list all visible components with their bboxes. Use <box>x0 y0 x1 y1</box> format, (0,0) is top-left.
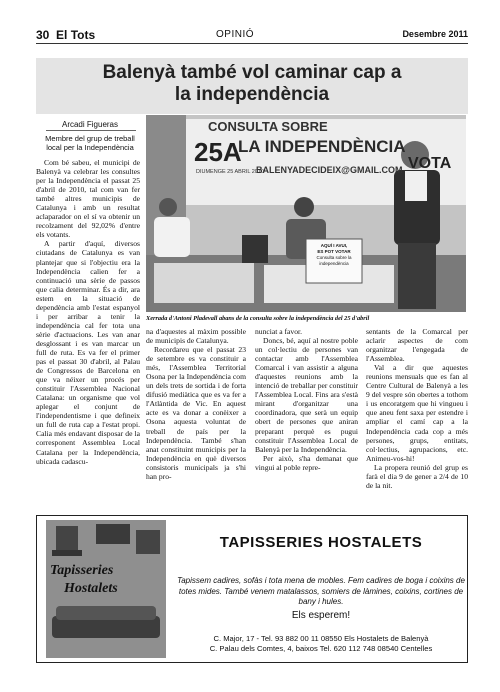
ad-logo-image <box>46 520 166 658</box>
paragraph: Recordareu que el passat 23 de setembre es va constituir a més, l'Assemblea Territorial Osona per la Independència com un dels trets de sortida i de forta difusió mediàtica que es va fer a l'Atlàntida de Vic. En aquest acte es va donar a conèixer a Osona aquesta voluntat de treball de país per la Independència. També s'han anat constituint municipis per la Independència en què diversos consistoris municipals ja s'hi han pro- <box>146 345 246 481</box>
page-number: 30 <box>36 28 50 42</box>
section-label: OPINIÓ <box>216 29 255 40</box>
paragraph: Com bé sabeu, el municipi de Balenyà va celebrar les consultes per la Independència el passat 25 d'abril de 2010, tal com van fer també altres municipis de Catalunya i amb un resultat aclaparador on el sí va obtenir un recolzament del 92,02% d'entre els votants. <box>36 158 140 240</box>
article-title: Balenyà també vol caminar cap a la independència <box>102 62 402 105</box>
author-role: Membre del grup de treball local per la Independència <box>45 134 135 152</box>
article-column-4 <box>366 327 468 490</box>
ad-address-line: C. Major, 17 - Tel. 93 882 00 11 08550 Els Hostalets de Balenyà <box>213 634 429 643</box>
article-column-3 <box>255 327 358 472</box>
banner-email: BALENYADECIDEIX@GMAIL.COM <box>256 165 403 175</box>
banner-date: DIUMENGE 25 ABRIL 2010 <box>196 169 264 175</box>
article-photo <box>146 115 466 312</box>
paragraph: Doncs, bé, aquí al nostre poble un col·lectiu de persones van contactar amb l'Assemblea Comarcal i van assistir a alguna d'aquestes reunions amb la intenció de treballar per constituir l'Assemblea Local. Fins ara s'està mirant d'organitzar una coordinadora, que serà un equip obert de persones que aniran preparant perquè es pugui constituir l'Assemblea Local de Balenyà per la Independència. <box>255 336 358 454</box>
paragraph: Val a dir que aquestes reunions mensuals que es fan al Centre Cultural de Balenyà a les 9 del vespre són obertes a tothom i us encoratgem que hi vingueu i que aneu fent saxa per estendre i ampliar el camí cap a la Independència cada cop a més persones, grups, entitats, col·lectius, agrupacions, etc. Animeu-vos-hi! <box>366 363 468 463</box>
logo-line: Tapisseries <box>50 563 114 578</box>
sign-line: ES POT VOTAR <box>317 249 351 254</box>
banner-text-top: CONSULTA SOBRE <box>208 119 328 134</box>
sign-line: AQUÍ I AVUI, <box>320 243 348 248</box>
paragraph: na d'aquestes al màxim possible de municipis de Catalunya. <box>146 327 246 346</box>
article-column-2 <box>146 327 246 481</box>
sign-line: Consulta sobre la independència <box>316 255 352 266</box>
issue-date: Desembre 2011 <box>402 29 468 39</box>
paragraph: A partir d'aquí, diversos ciutadans de Catalunya es van plantejar que si l'objectiu era la Independència calien fer a continuació una sèrie de passos que calia determinar. És a dir, ara estem en la situació de dependència amb l'estat espanyol i per arribar a tenir la independència cal fer tota una sèrie d'actuacions. Les van anar desglossant i es van marcar un full de ruta. Es va fer el primer pas el passat 30 d'abril, al Palau de Congressos de Barcelona en que va néixer un procés per constituir l'Assemblea Nacional Catalana: un organisme que vol aplegar el conjunt de l'independentisme i que defineix un full de ruta cap a l'estat propi. Calia més endavant disposar de la corresponent Assemblea Local Catalana per la Independència, ubicada cadascu- <box>36 239 140 466</box>
table-sign <box>308 243 360 267</box>
ad-logo-text <box>50 562 162 598</box>
ad-tagline: Els esperem! <box>291 610 351 621</box>
paragraph: sentants de la Comarcal per aclarir aspectes de com organitzar l'engegada de l'Assemblea. <box>366 327 468 364</box>
banner-vote: VOTA <box>408 155 452 172</box>
banner-number: 25A <box>194 137 242 167</box>
paragraph: Per això, s'ha demanat que vingui al poble repre- <box>255 453 358 472</box>
logo-line: Hostalets <box>64 581 118 596</box>
ad-addresses <box>176 634 466 654</box>
paragraph: La propera reunió del grup es farà el dia 9 de gener a 2/4 de 10 de la nit. <box>366 462 468 490</box>
header-rule <box>36 43 468 44</box>
banner-text-main: LA INDEPENDÈNCIA <box>238 137 406 156</box>
paragraph: nunciat a favor. <box>255 327 303 336</box>
ad-title: TAPISSERIES HOSTALETS <box>219 534 423 551</box>
ad-address-line: C. Palau dels Comtes, 4, baixos Tel. 620 112 748 08540 Centelles <box>209 644 433 653</box>
author-divider <box>46 130 136 131</box>
photo-caption: Xerrada d'Antoni Pladevall abans de la consulta sobre la independència del 25 d'abril <box>146 315 370 322</box>
publication-name: El Tots <box>56 28 96 42</box>
article-column-1 <box>36 158 140 466</box>
page-folio <box>36 28 95 42</box>
author-name: Arcadi Figueras <box>61 120 119 129</box>
page-header <box>36 28 468 42</box>
ad-description: Tapissem cadires, sofàs i tota mena de mobles. Fem cadires de boga i coixins de totes mides. També venem matalassos, somiers de làmines, coixins, cortines de bany i hules. <box>177 576 465 606</box>
